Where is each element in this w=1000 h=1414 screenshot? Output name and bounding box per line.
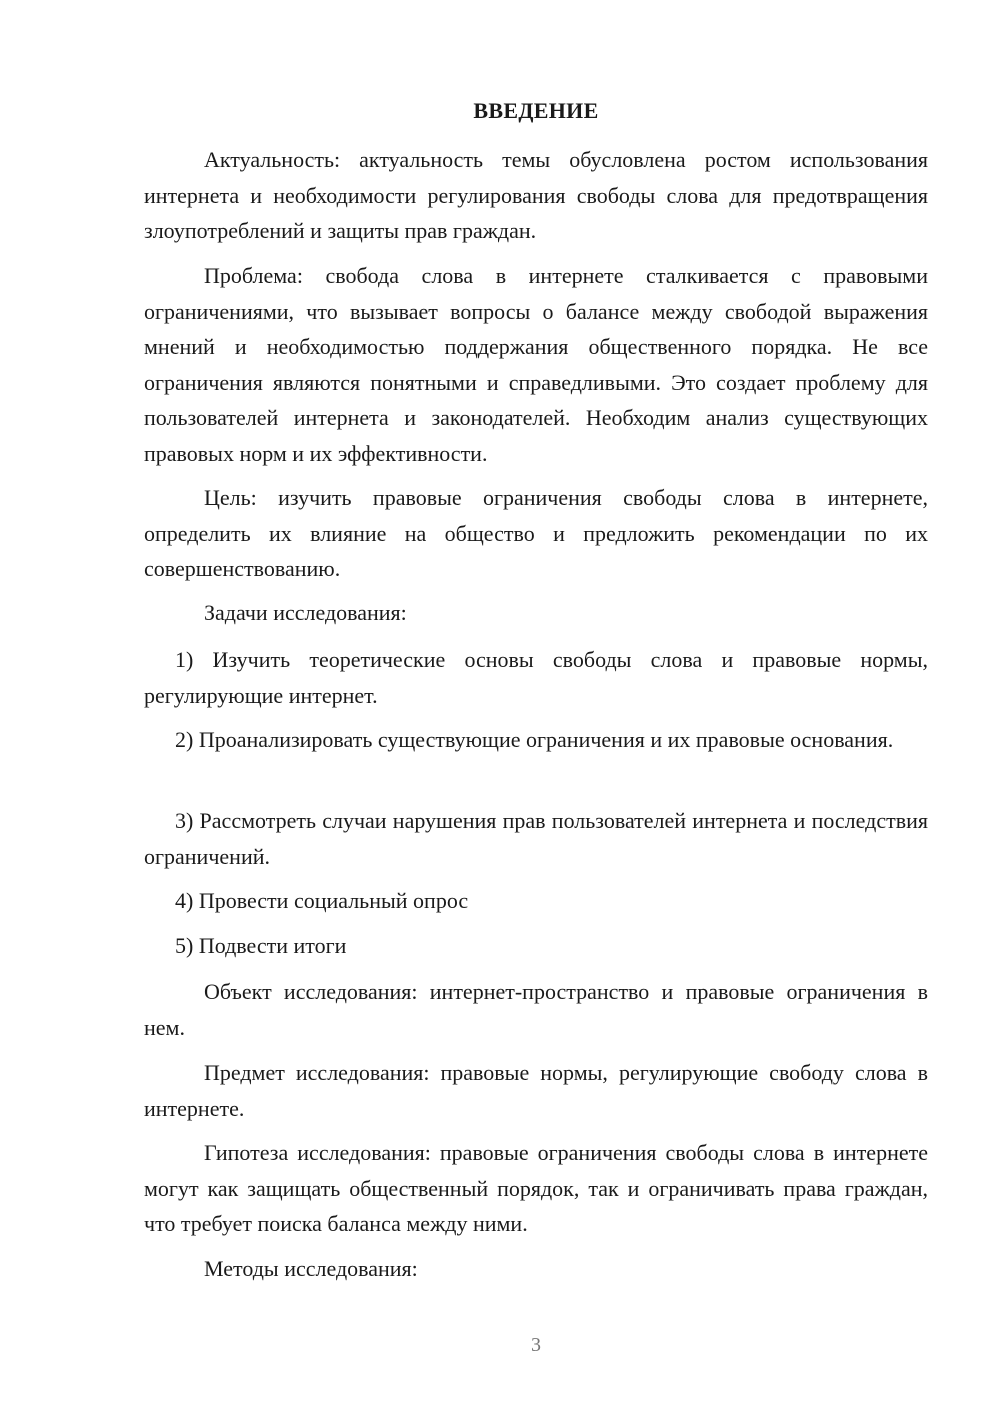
paragraph-hypothesis: Гипотеза исследования: правовые ограничения свободы слова в интернете могут как защищать общественный порядок, так и ограничивать права граждан, что требует поиска баланса между ними.	[144, 1140, 928, 1236]
page-number: 3	[531, 1334, 541, 1356]
task-item-5: 5) Подвести итоги	[175, 933, 347, 958]
task-item-2: 2) Проанализировать существующие ограничения и их правовые основания.	[175, 727, 894, 752]
paragraph-subject: Предмет исследования: правовые нормы, регулирующие свободу слова в интернете.	[144, 1060, 928, 1121]
task-item-4: 4) Провести социальный опрос	[175, 888, 469, 913]
paragraph-relevance: Актуальность: актуальность темы обусловлена ростом использования интернета и необходимости регулирования свободы слова для предотвращения злоупотреблений и защиты прав граждан.	[144, 147, 928, 243]
paragraph-object: Объект исследования: интернет-пространство и правовые ограничения в нем.	[144, 979, 928, 1040]
task-item-1: 1) Изучить теоретические основы свободы слова и правовые нормы, регулирующие интернет.	[144, 647, 928, 708]
paragraph-methods: Методы исследования:	[204, 1256, 418, 1281]
paragraph-problem: Проблема: свобода слова в интернете сталкивается с правовыми ограничениями, что вызывает вопросы о балансе между свободой выражения мнений и необходимостью поддержания общественного порядка. Не все ограничения являются понятными и справедливыми. Это создает проблему для пользователей интернета и законодателей. Необходим анализ существующих правовых норм и их эффективности.	[144, 263, 928, 466]
paragraph-tasks-heading: Задачи исследования:	[204, 600, 407, 625]
document-page	[144, 0, 928, 1414]
section-heading: ВВЕДЕНИЕ	[473, 98, 599, 123]
paragraph-goal: Цель: изучить правовые ограничения свободы слова в интернете, определить их влияние на общество и предложить рекомендации по их совершенствованию.	[144, 485, 928, 581]
task-item-3: 3) Рассмотреть случаи нарушения прав пользователей интернета и последствия ограничений.	[144, 808, 928, 869]
